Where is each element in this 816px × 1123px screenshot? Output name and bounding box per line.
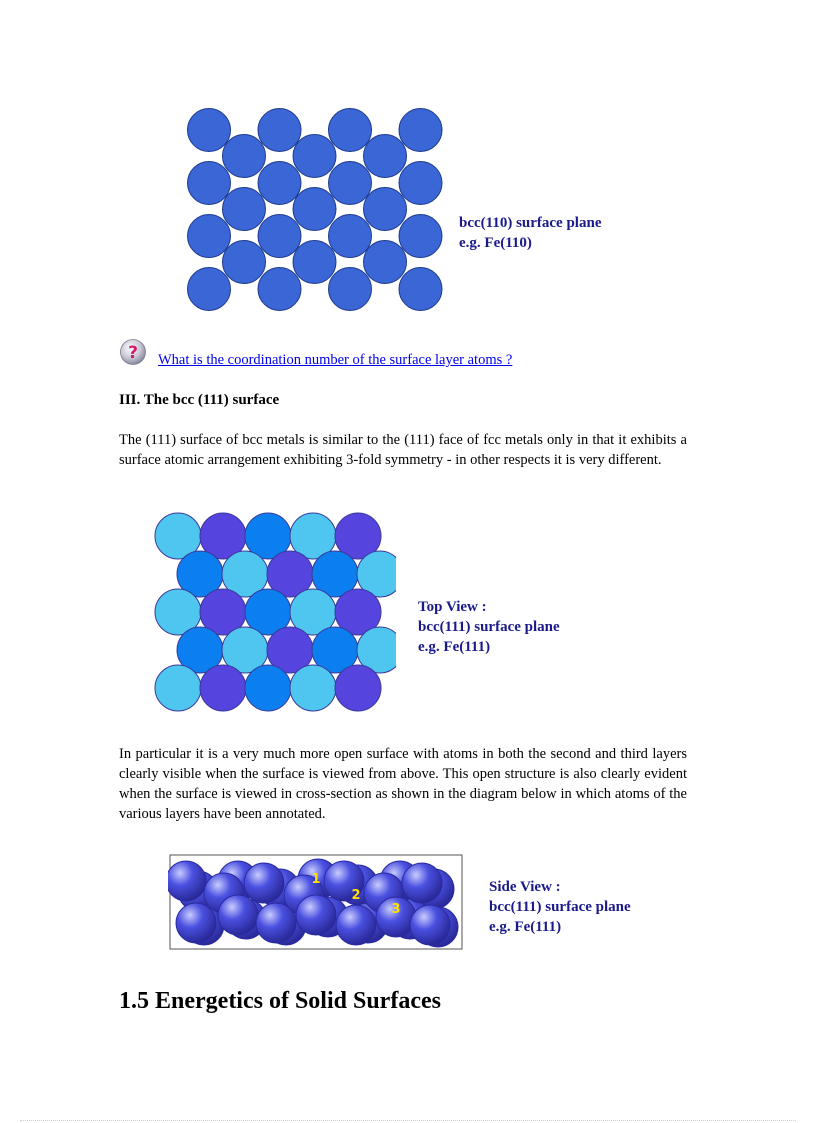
atom	[399, 109, 442, 152]
side-atom	[168, 861, 206, 901]
atom	[399, 268, 442, 311]
bcc111-side-caption-line2: bcc(111) surface plane	[489, 899, 631, 915]
layer-label-1: 1	[311, 872, 321, 887]
atom	[223, 135, 266, 178]
atom-layer3	[290, 665, 336, 711]
layer-label-3: 3	[391, 902, 401, 917]
bcc110-caption-line2: e.g. Fe(110)	[459, 235, 532, 251]
bcc111-side-caption	[489, 877, 631, 937]
atom	[223, 188, 266, 231]
atom-layer1	[200, 665, 246, 711]
side-atom	[410, 905, 450, 945]
bcc110-caption-line1: bcc(110) surface plane	[459, 215, 602, 231]
atom	[399, 162, 442, 205]
bcc111-side-caption-line1: Side View :	[489, 879, 561, 895]
atom	[258, 268, 301, 311]
section-1-5-title: 1.5 Energetics of Solid Surfaces	[119, 988, 441, 1014]
atom	[329, 268, 372, 311]
bcc111-side-view-diagram	[168, 853, 466, 953]
atom	[329, 215, 372, 258]
atom	[258, 162, 301, 205]
page-bottom-rule	[20, 1120, 796, 1121]
atom	[258, 109, 301, 152]
atom-layer2	[245, 665, 291, 711]
atom	[188, 162, 231, 205]
layer-label-2: 2	[351, 888, 361, 903]
side-atom	[336, 905, 376, 945]
atom-layer1	[335, 665, 381, 711]
atom	[258, 215, 301, 258]
atom	[188, 215, 231, 258]
bcc111-top-caption-line3: e.g. Fe(111)	[418, 639, 491, 655]
atom	[399, 215, 442, 258]
coordination-number-question-link[interactable]: What is the coordination number of the surface layer atoms ?	[158, 352, 513, 368]
atom	[293, 188, 336, 231]
atom	[223, 241, 266, 284]
svg-text:?: ?	[128, 343, 138, 363]
atom	[329, 109, 372, 152]
atom	[188, 268, 231, 311]
bcc111-top-caption	[418, 597, 560, 657]
atom-layer3	[155, 665, 201, 711]
atom	[188, 109, 231, 152]
side-atom	[176, 903, 216, 943]
question-mark-icon[interactable]	[119, 338, 147, 366]
bcc111-top-caption-line2: bcc(111) surface plane	[418, 619, 560, 635]
atom	[293, 135, 336, 178]
side-atom	[402, 863, 442, 903]
side-atom	[218, 895, 258, 935]
section-iii-paragraph-1: The (111) surface of bcc metals is similar to the (111) face of fcc metals only in that it exhibits a surface atomic arrangement exhibiting 3-fold symmetry - in other respects it is very different.	[119, 432, 687, 468]
bcc111-top-view-diagram	[154, 508, 396, 720]
bcc110-surface-diagram	[186, 105, 444, 317]
bcc111-top-caption-line1: Top View :	[418, 599, 487, 615]
bcc111-side-caption-line3: e.g. Fe(111)	[489, 919, 562, 935]
atom	[364, 188, 407, 231]
atom	[364, 241, 407, 284]
side-atom	[256, 903, 296, 943]
side-atom	[244, 863, 284, 903]
atom	[329, 162, 372, 205]
section-iii-paragraph-2: In particular it is a very much more open surface with atoms in both the second and third layers clearly visible when the surface is viewed from above. This open structure is also clearly evident when the surface is viewed in cross-section as shown in the diagram below in which atoms of the various layers have been annotated.	[119, 746, 687, 822]
atom	[293, 241, 336, 284]
bcc110-caption	[459, 213, 601, 253]
atom	[364, 135, 407, 178]
section-iii-heading: III. The bcc (111) surface	[119, 392, 280, 408]
side-atom	[296, 895, 336, 935]
